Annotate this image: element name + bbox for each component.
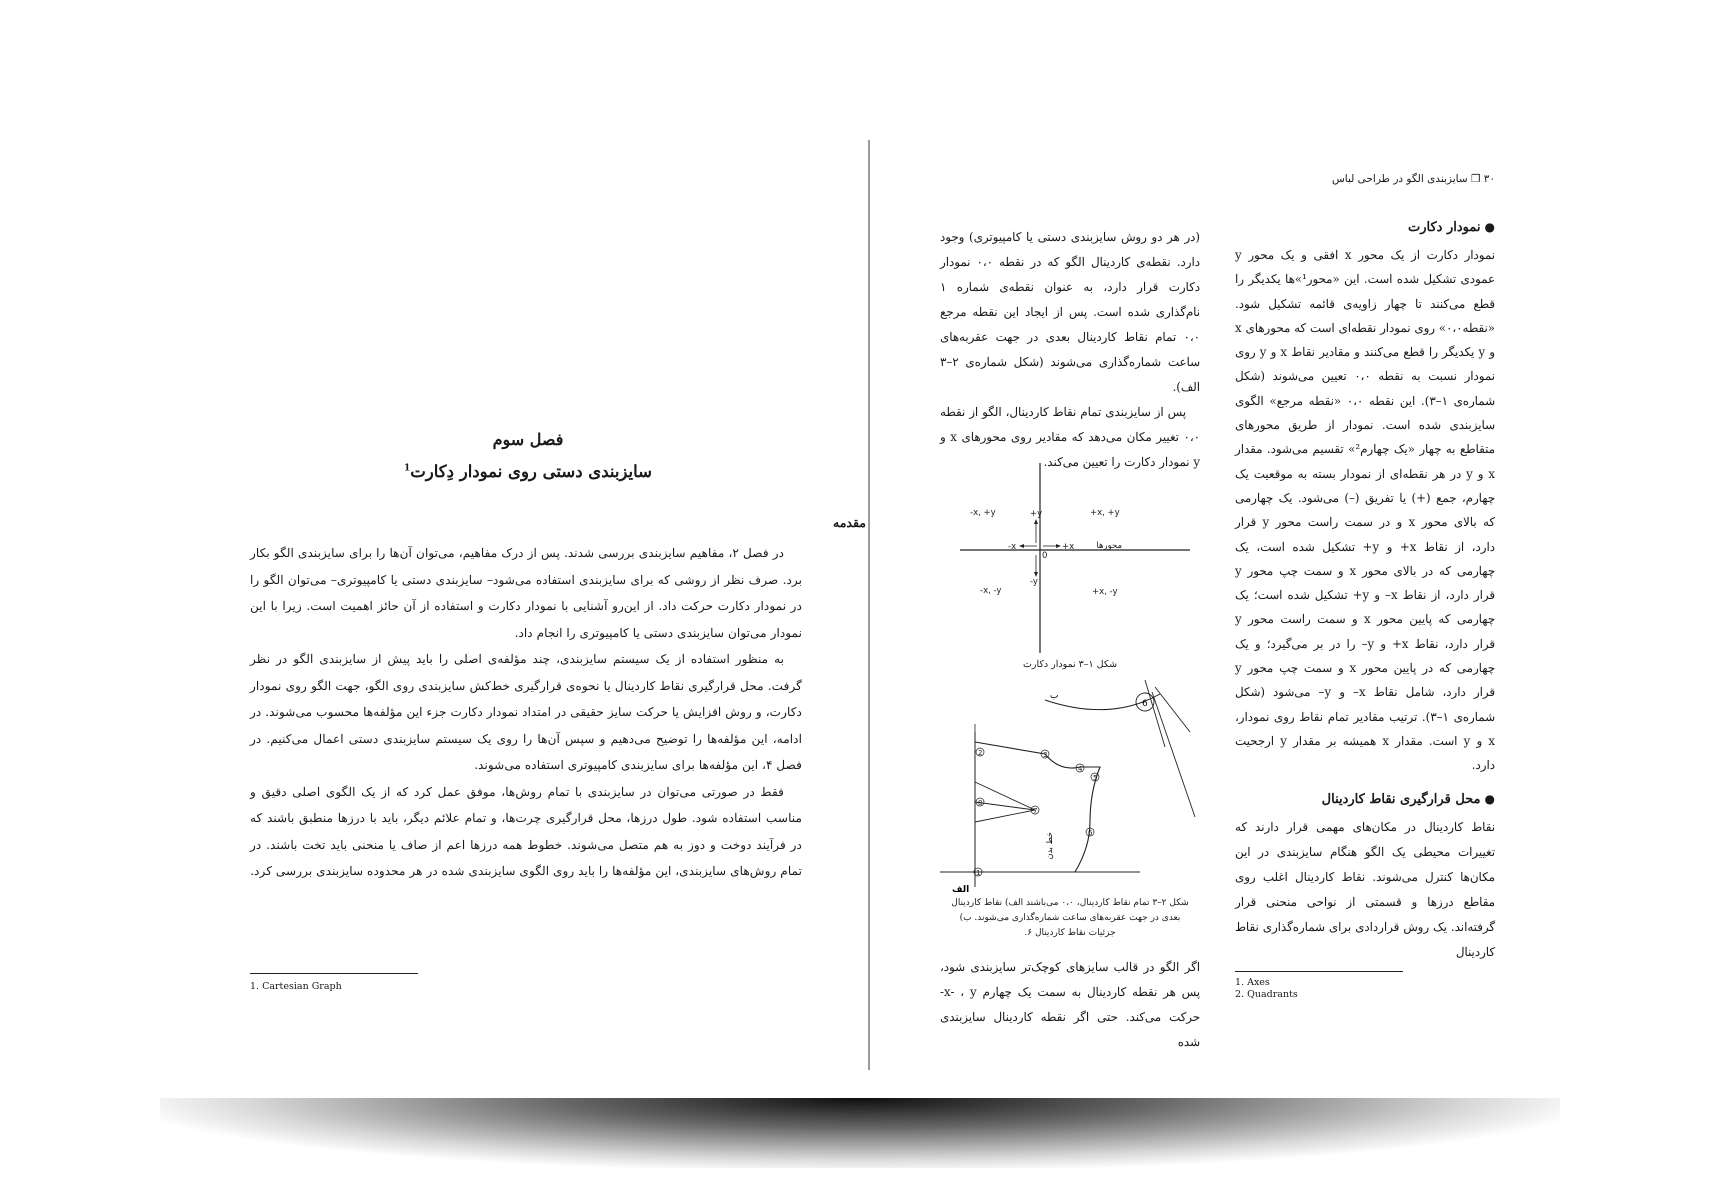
origin-label: 0 bbox=[1042, 551, 1048, 561]
cardinal-point-number: 8 bbox=[978, 799, 983, 807]
axis-label-minus-x: -x bbox=[1008, 542, 1017, 552]
intro-paragraph-1: در فصل ۲، مفاهیم سایزبندی بررسی شدند. پس از درک مفاهیم، می‌توان آن‌ها را برای سایزبندی الگو بکار برد. صرف نظر از روشی که برای سایزبندی استفاده می‌شود– سایزبندی دستی یا کامپیوتری– می‌توان الگو را در نمودار دکارت حرکت داد. از این‌رو آشنایی با نمودار دکارت و استفاده از آن حائز اهمیت است. زیرا با این نمودار می‌توان سایزبندی دستی یا کامپیوتری را انجام داد. bbox=[250, 546, 802, 640]
section-heading-cardinal bbox=[1235, 784, 1495, 815]
cardinal-point-number: 2 bbox=[978, 749, 983, 757]
left-column bbox=[940, 225, 1200, 475]
cardinal-point-number: 4 bbox=[1078, 765, 1083, 773]
running-head: ۳۰ ❒ سایزبندی الگو در طراحی لباس bbox=[1331, 173, 1495, 185]
footnote-2: 2. Quadrants bbox=[1235, 989, 1298, 1000]
cardinal-point-number: 1 bbox=[976, 869, 981, 877]
footnotes bbox=[1235, 977, 1298, 1001]
chapter-title bbox=[190, 462, 866, 481]
figure-cardinal-points bbox=[940, 672, 1200, 897]
cardinal-point-number: 5 bbox=[1093, 774, 1098, 782]
intro-paragraph-3: فقط در صورتی می‌توان در سایزبندی با تمام روش‌ها، موفق عمل کرد که از یک الگوی اصلی دقیق و مناسب استفاده شود. طول درزها، محل قرارگیری چرت‌ها، و تمام علائم دیگر، باید با درزها منطبق باشند که در فرآیند دوخت و دوز به هم متصل می‌شوند. خطوط همه درزها اعم از صاف یا منحنی باید تخت باشند. در تمام روش‌های سایزبندی، این مؤلفه‌ها را باید روی الگوی سایزبندی شده در هر محدوده سایزبندی بررسی کرد. bbox=[250, 784, 802, 878]
cartesian-paragraph: نمودار دکارت از یک محور x افقی و یک محور y عمودی تشکیل شده است. این «محور¹»ها یکدیگر را قطع می‌کنند تا چهار زاویه‌ی قائمه تشکیل شود. «نقطه۰،۰» روی نمودار نقطه‌ای است که محورهای x و y یکدیگر را قطع می‌کنند و مقادیر نقاط x و y روی نمودار نسبت به نقطه ۰،۰ تعیین می‌شوند (شکل شماره‌ی ۱–۳). این نقطه ۰،۰ «نقطه مرجع» الگوی سایزبندی شده است. نمودار از طریق محورهای متقاطع به چهار «یک چهارم²» تقسیم می‌شود. مقدار x و y در هر نقطه‌ای از نمودار بسته به موقعیت یک چهارم، جمع (+) یا تفریق (–) می‌شود. یک چهارمی که بالای محور x و در سمت راست محور y قرار دارد، از نقاط x+ و y+ تشکیل شده است، یک چهارمی که در بالای محور x و سمت چپ محور y قرار دارد، از نقاط x– و y+ تشکیل شده است؛ یک چهارمی که پایین محور x و سمت راست محور y قرار دارد، نقاط x+ و y– را در بر می‌گیرد؛ و یک چهارمی که در پایین محور x و سمت چپ محور y قرار دارد، شامل نقاط x– و y– می‌شود (شکل شماره‌ی ۱–۳). ترتیب مقادیر تمام نقاط روی نمودار، x و y است. مقدار x همیشه بر مقدار y ارجحیت دارد. bbox=[1235, 248, 1496, 773]
left-page bbox=[190, 140, 866, 1080]
axes-label: محورها bbox=[1096, 541, 1122, 551]
chapter-title-footnote-ref: 1 bbox=[404, 463, 411, 474]
left-column-paragraph-2: پس از سایزبندی تمام نقاط کاردینال، الگو از نقطه ۰،۰ تغییر مکان می‌دهد که مقادیر روی محورهای x و y نمودار دکارت را تعیین می‌کند. bbox=[940, 405, 1200, 469]
footnote-1: 1. Axes bbox=[1235, 977, 1270, 988]
cardinal-point bbox=[1086, 828, 1094, 837]
figure-1-caption: شکل ۱–۳ نمودار دکارت bbox=[1022, 659, 1118, 670]
book-spine bbox=[868, 140, 870, 1070]
cardinal-paragraph: نقاط کاردینال در مکان‌های مهمی قرار دارند که تغییرات محیطی یک الگو هنگام سایزبندی در این مکان‌ها کنترل می‌شوند. نقاط کاردینال اغلب روی مقاطع درزها و قسمتی از نواحی منحنی قرار گرفته‌اند. یک روش قراردادی برای شماره‌گذاری نقاط کاردینال bbox=[1235, 819, 1495, 959]
footnote-rule bbox=[1235, 971, 1403, 972]
detail-circle-number: 6 bbox=[1142, 699, 1148, 709]
axis-label-plus-y: +y bbox=[1030, 509, 1043, 519]
footnote-rule bbox=[250, 973, 418, 974]
chapter-title-text: سایزبندی دستی روی نمودار دِکارت bbox=[410, 462, 652, 481]
right-page bbox=[872, 140, 1547, 1080]
chapter-number: فصل سوم bbox=[492, 430, 564, 449]
section-heading-cartesian-text: نمودار دکارت bbox=[1408, 220, 1481, 235]
quadrant-label-bottom-right: +x, -y bbox=[1092, 587, 1118, 597]
intro-heading: مقدمه bbox=[833, 515, 866, 530]
left-column-bottom bbox=[940, 943, 1200, 1067]
left-column-paragraph-3: اگر الگو در قالب سایزهای کوچک‌تر سایزبندی شود، پس هر نقطه کاردینال به سمت یک چهارم x- ، y- حرکت می‌کند. حتی اگر نقطه کاردینال سایزبندی شده bbox=[940, 959, 1200, 1049]
cardinal-point bbox=[1031, 806, 1039, 815]
intro-paragraph-2: به منظور استفاده از یک سیستم سایزبندی، چند مؤلفه‌ی اصلی را باید پیش از سایزبندی الگو در نظر گرفت. محل قرارگیری نقاط کاردینال یا نحوه‌ی قرارگیری خط‌کش سایزبندی روی الگو، جهت الگو روی نمودار دکارت، و روش افزایش یا حرکت سایز حقیقی در امتداد نمودار دکارت جزء این مؤلفه‌ها محسوب می‌شوند. در ادامه، این مؤلفه‌ها را توضیح می‌دهیم و سپس آن‌ها را روی یک سیستم سایزبندی دستی اعمال می‌کنیم. در فصل ۴، این مؤلفه‌ها برای سایزبندی کامپیوتری استفاده می‌شوند. bbox=[250, 652, 802, 772]
quadrant-label-top-right: +x, +y bbox=[1090, 508, 1120, 518]
cardinal-point bbox=[1076, 764, 1084, 773]
cardinal-point-number: 7 bbox=[1033, 807, 1038, 815]
figure-2-caption: شکل ۲–۳ تمام نقاط کاردینال، ۰،۰ می‌باشند الف) نقاط کاردینال بعدی در جهت عقربه‌های ساعت شماره‌گذاری می‌شوند. ب) جزئیات نقاط کاردینال ۶. bbox=[951, 898, 1189, 938]
figure-cartesian-graph bbox=[940, 458, 1200, 658]
section-heading-cardinal-text: محل قرارگیری نقاط کاردینال bbox=[1321, 791, 1481, 807]
axis-label-plus-x: +x bbox=[1062, 542, 1075, 552]
intro-body bbox=[250, 540, 802, 885]
section-heading-cartesian bbox=[1235, 212, 1495, 243]
book-shadow bbox=[160, 1098, 1560, 1168]
cardinal-point bbox=[1091, 773, 1099, 782]
bullet-icon: ● bbox=[1484, 220, 1495, 234]
cardinal-point-number: 6 bbox=[1088, 829, 1093, 837]
bullet-icon: ● bbox=[1484, 791, 1495, 806]
cardinal-point bbox=[976, 748, 984, 757]
cardinal-point bbox=[976, 798, 984, 807]
right-column bbox=[1235, 212, 1495, 965]
figure-2-label-b: ب bbox=[1050, 691, 1059, 701]
footnote: 1. Cartesian Graph bbox=[250, 981, 342, 992]
figure-2-label-a: الف bbox=[952, 885, 970, 895]
body-line-label: خط بدن bbox=[1045, 832, 1054, 860]
quadrant-label-bottom-left: -x, -y bbox=[980, 586, 1002, 596]
quadrant-label-top-left: -x, +y bbox=[970, 508, 996, 518]
axis-label-minus-y: -y bbox=[1030, 577, 1038, 587]
left-column-paragraph-1: (در هر دو روش سایزبندی دستی یا کامپیوتری) وجود دارد. نقطه‌ی کاردینال الگو که در نقطه ۰،۰ نمودار دکارت قرار دارد، به عنوان نقطه‌ی شماره ۱ نام‌گذاری شده است. پس از ایجاد این نقطه مرجع ۰،۰ تمام نقاط کاردینال بعدی در جهت عقربه‌های ساعت شماره‌گذاری می‌شوند (شکل شماره‌ی ۲–۳ الف). bbox=[940, 230, 1200, 394]
cardinal-point-number: 3 bbox=[1043, 751, 1048, 759]
